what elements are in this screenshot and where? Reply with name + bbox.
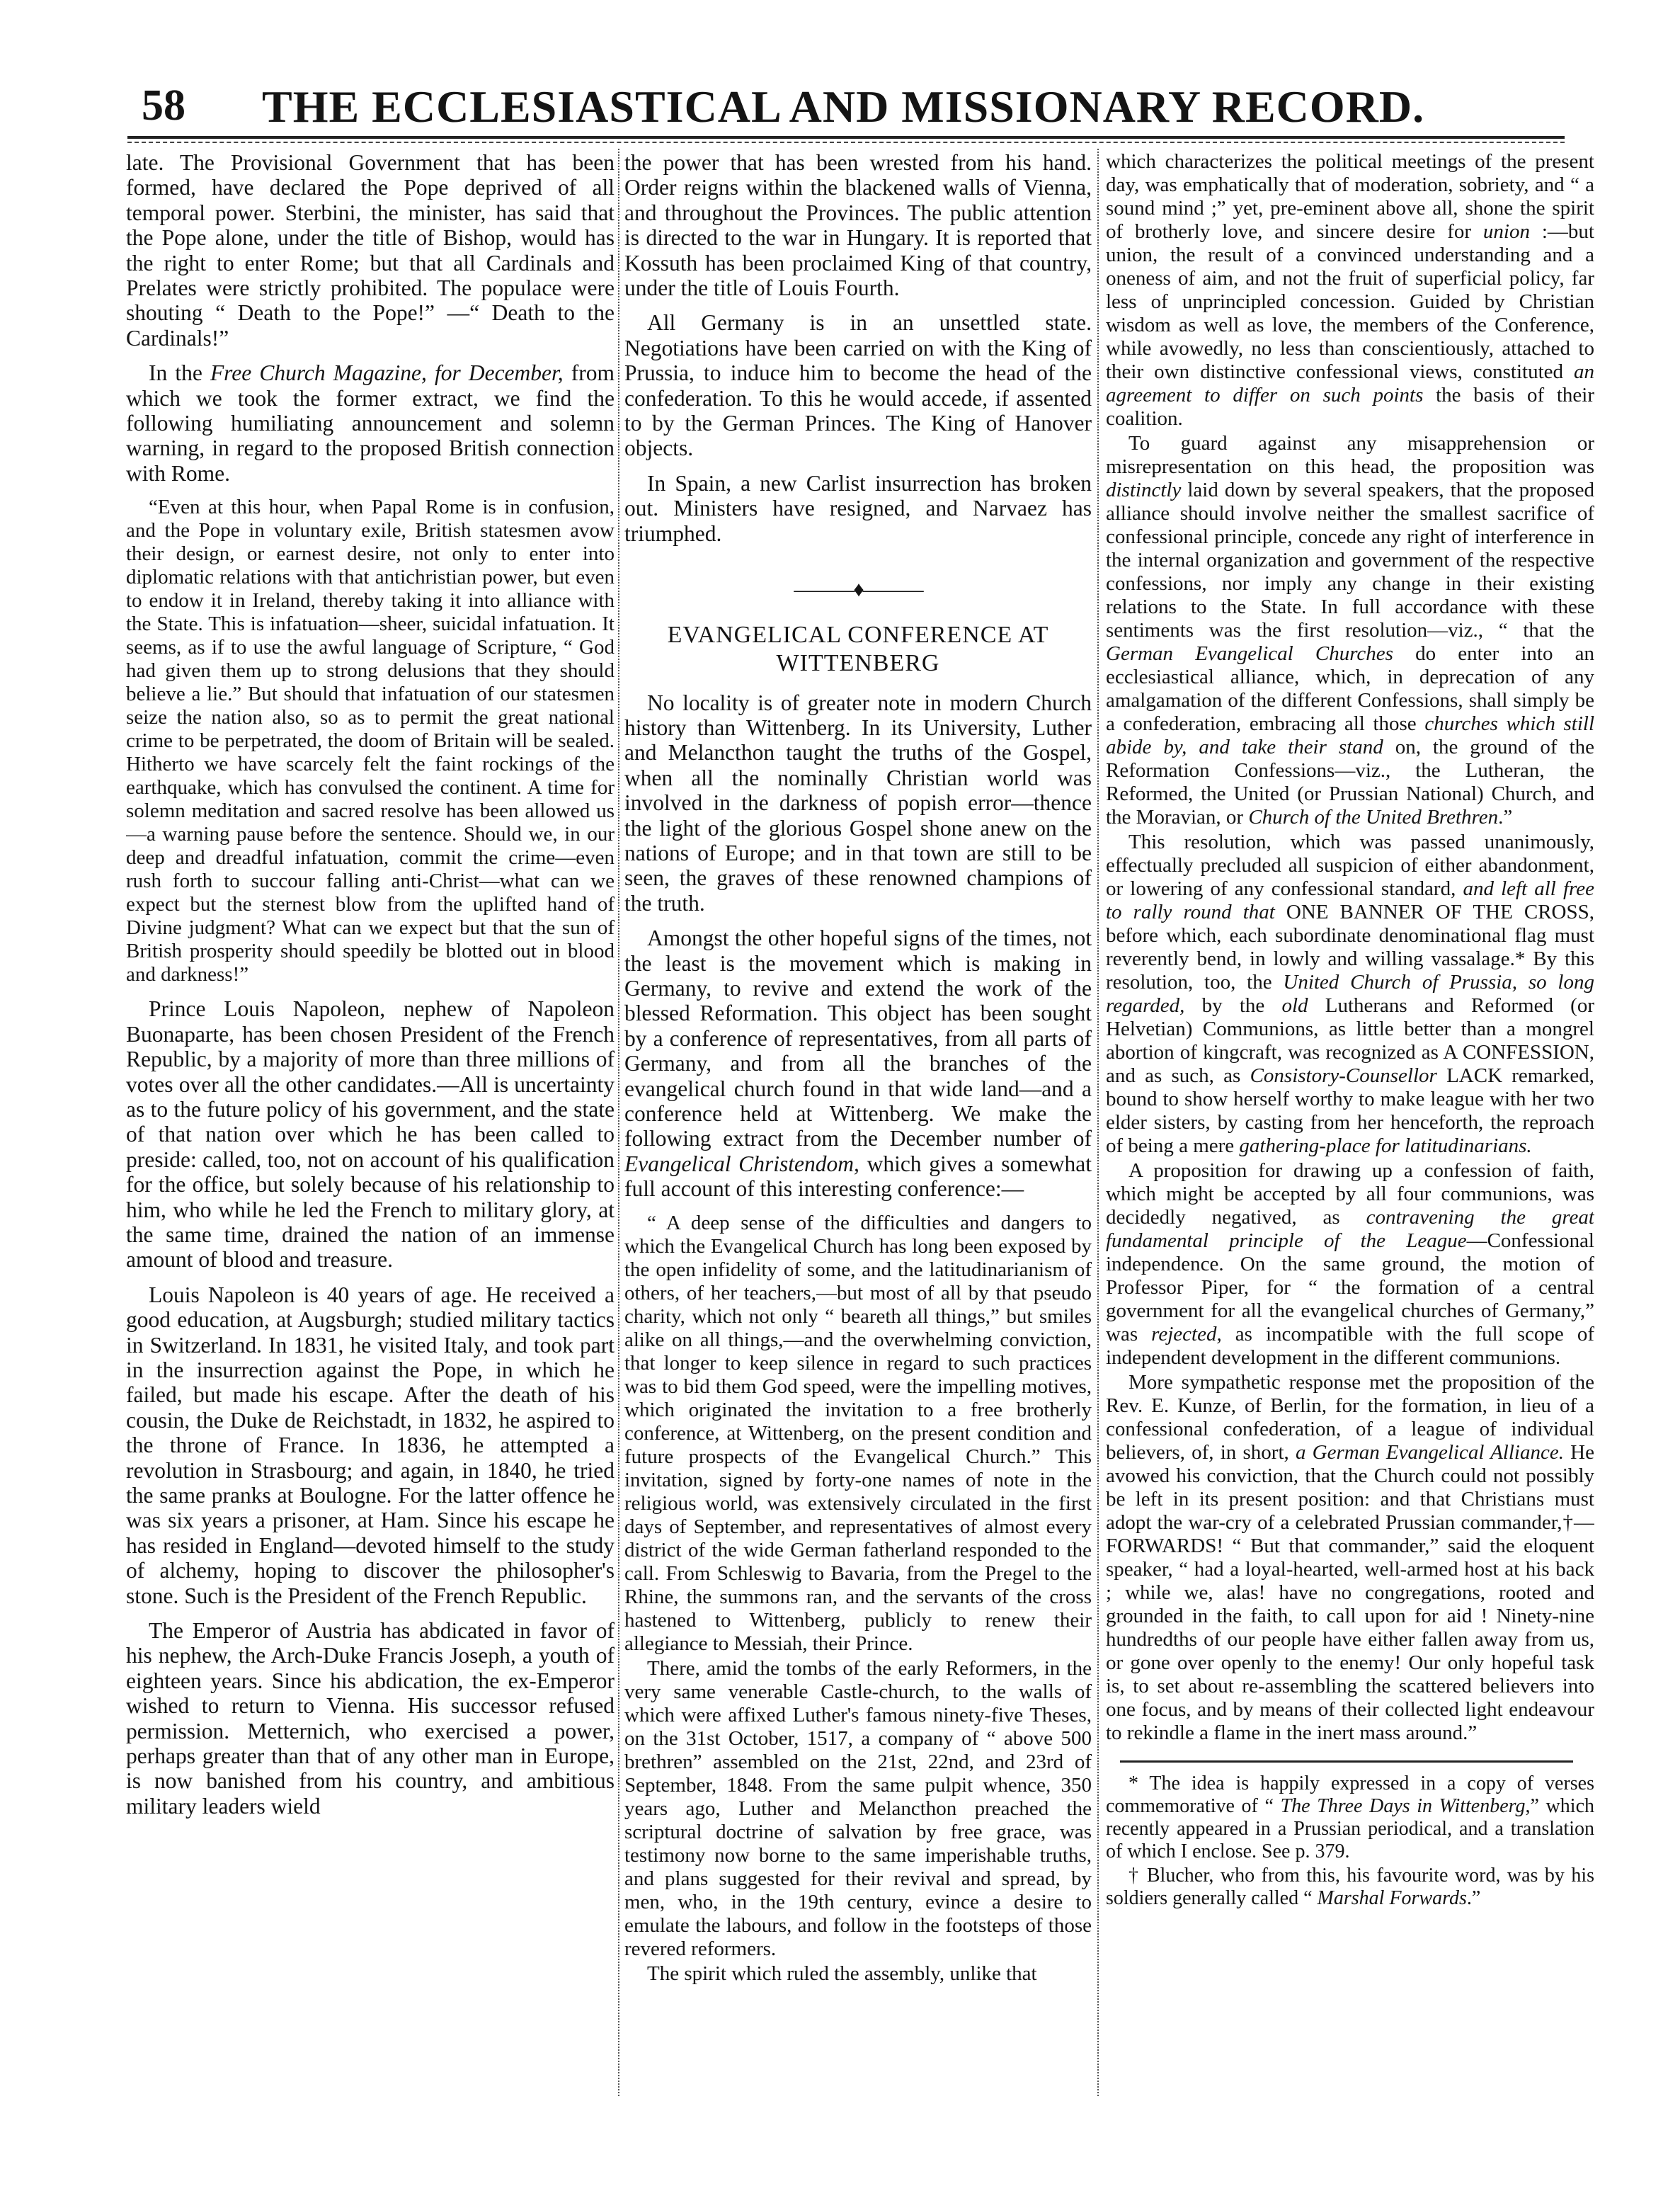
page-header (113, 68, 1614, 132)
text-run: from which we took the former extract, we find the following humiliating announcement and solemn warning, in regard to the proposed British connection with Rome. (126, 360, 615, 486)
italic-run: an agreement to differ on such points (1106, 360, 1594, 406)
text-run: ,” which recently appeared in a Prussian periodical, and a translation of which I enclose. See p. 379. (1106, 1795, 1594, 1862)
journal-title: THE ECCLESIASTICAL AND MISSIONARY RECORD. (262, 81, 1425, 132)
paragraph: The Emperor of Austria has abdicated in favor of his nephew, the Arch-Duke Francis Joseph, a youth of eighteen years. Since his abdication, the ex-Emperor wished to return to Vienna. His successor refused permission. Metternich, who exercised a power, perhaps greater than that of any other man in Europe, is now banished from his country, and ambitious military leaders wield (126, 1618, 615, 1819)
text-run: This resolution, which was passed unanimously, effectually precluded all suspicion of either abandonment, or lowering of any confessional standard, (1106, 831, 1594, 900)
text-run: In the (149, 360, 210, 386)
text-run: Amongst the other hopeful signs of the times, not the least is the movement which is making in Germany, to revive and extend the work of the blessed Reformation. This object has been sought by a conference of representatives, from all parts of Germany, and from all the branches of the evangelical church found in that wide land—and a conference held at Wittenberg. We make the following extract from the December number of (624, 926, 1092, 1151)
text-run: LACK remarked, bound to show herself worthy to make league with her two elder sisters, by casting from her henceforth, the reproach of being a mere (1106, 1064, 1594, 1157)
text-run: * The idea is happily expressed in a copy of verses commemorative of “ (1106, 1772, 1594, 1817)
column-left (126, 150, 615, 2090)
italic-run: churches which still abide by, and take their stand (1106, 712, 1594, 758)
text-run: Lutherans and Reformed (or Helvetian) Communions, as little better than a mongrel abortion of kingcraft, was recognized as A CONFESSION, and as such, as (1106, 994, 1594, 1087)
text-run: the basis of their coalition. (1106, 384, 1594, 430)
italic-run: rejected, (1151, 1323, 1222, 1345)
column-divider (618, 149, 619, 2096)
text-run: by the (1184, 994, 1282, 1017)
footnote (1106, 1865, 1594, 1910)
paragraph: late. The Provisional Government that has been formed, have declared the Pope deprived of all temporal power. Sterbini, the minister, has said that the Pope alone, under the title of Bishop, would has the right to enter Rome; but that all Cardinals and Prelates were strictly prohibited. The populace were shouting “ Death to the Pope!” —“ Death to the Cardinals!” (126, 150, 615, 351)
text-run: laid down by several speakers, that the proposed alliance should involve neither the smallest sacrifice of confessional principle, concede any right of interference in the internal organization and government of the respective confessions, nor imply any change in their existing relations to the State. In full accordance with these sentiments was the first resolution—viz., “ that the (1106, 479, 1594, 642)
italic-run: Marshal Forwards (1317, 1887, 1467, 1909)
text-run: which gives a somewhat full account of this interesting conference:— (624, 1151, 1092, 1202)
paragraph: Prince Louis Napoleon, nephew of Napoleon Buonaparte, has been chosen President of the French Republic, by a majority of more than three millions of votes over all the other candidates.—All is uncertainty as to the future policy of his government, and the state of that nation over which he has been called to preside: called, too, not on account of his qualification for the office, but solely because of his relationship to him, who while he led the French to military glory, at the same time, drained the nation of an immense amount of blood and treasure. (126, 996, 615, 1273)
italic-run: a German Evangelical Alliance. (1295, 1441, 1564, 1464)
column-middle (624, 150, 1092, 2090)
text-run: † Blucher, who from this, his favourite word, was by his soldiers generally called “ (1106, 1865, 1594, 1909)
block-quote: There, amid the tombs of the early Reformers, in the very same venerable Castle-church, to the walls of which were affixed Luther's famous ninety-five Theses, on the 31st October, 1517, a company of “ above 500 brethren” assembled on the 21st, 22nd, and 23rd of September, 1848. From the same pulpit whence, 350 years ago, Luther and Melancthon preached the scriptural doctrine of salvation by free grace, was testimony now borne to the same imperishable truths, and plans suggested for their revival and spread, by men, who, in the 19th century, evince a desire to emulate the labours, and follow in the footsteps of those revered reformers. (624, 1656, 1092, 1960)
italic-run: distinctly (1106, 479, 1182, 501)
text-run: A proposition for drawing up a confession of faith, which might be accepted by all four communions, was decidedly negatived, as (1106, 1159, 1594, 1229)
italic-run: contravening the great fundamental principle of the League (1106, 1206, 1594, 1252)
italic-run: Church of the United Brethren (1248, 806, 1499, 829)
block-quote: “ A deep sense of the difficulties and dangers to which the Evangelical Church has long been exposed by the open infidelity of some, and the latitudinarianism of others, of her teachers,—but most of all by that pseudo charity, which not only “ beareth all things,” but smiles alike on all things,—and the overwhelming conviction, that longer to keep silence in regard to such practices was to bid them God speed, were the impelling motives, which originated the invitation to a free brotherly conference, at Wittenberg, on the present condition and future prospects of the Evangelical Church.” This invitation, signed by forty-one names of note in the religious world, was extensively circulated in the first days of September, and representatives of almost every district of the wide German fatherland responded to the call. From Schleswig to Bavaria, from the Pregel to the Rhine, the summons ran, and the servants of the cross hastened to Wittenberg, publicly to renew their allegiance to Messiah, their Prince. (624, 1211, 1092, 1655)
footnote-rule (1120, 1760, 1573, 1763)
text-run: He avowed his conviction, that the Church could not possibly be left in its present position: and that Christians must adopt the war-cry of a celebrated Prussian commander,†—FORWARDS! “ But that commander,” said the eloquent speaker, “ had a loyal-hearted, well-armed host at his back ; while we, alas! have no congregations, rooted and grounded in the faith, to call upon for aid ! Ninety-nine hundredths of our people have either fallen away from us, or gone over openly to the enemy! Our only hopeful task is, to set about re-assembling the scattered believers into one focus, and by means of their collected light endeavour to rekindle a flame in the inert mass around.” (1106, 1441, 1594, 1744)
text-run: .” (1466, 1887, 1481, 1909)
footnote (1106, 1772, 1594, 1863)
italic-run: United Church of Prussia, so long regarded, (1106, 971, 1594, 1017)
block-quote: The spirit which ruled the assembly, unlike that (647, 1962, 1037, 1985)
paragraph: No locality is of greater note in modern Church history than Wittenberg. In its University, Luther and Melancthon taught the truths of the Gospel, when all the nominally Christian world was involved in the darkness of popish error—thence the light of the glorious Gospel shone anew on the nations of Europe; and in that town are still to be seen, the graves of these renowned champions of the truth. (624, 690, 1092, 916)
italic-run: Free Church Magazine, for December, (210, 360, 564, 386)
text-run: :—but union, the result of a convinced understanding and a oneness of aim, and not the fruit of superficial policy, far less of unprincipled concession. Guided by Christian wisdom as well as love, the members of the Conference, while avowedly, no less than conscientiously, attached to their own distinctive confessional views, constituted (1106, 220, 1594, 383)
paragraph: In Spain, a new Carlist insurrection has broken out. Ministers have resigned, and Narvaez has triumphed. (624, 470, 1092, 546)
italic-run: old (1281, 994, 1308, 1017)
section-title: EVANGELICAL CONFERENCE AT WITTENBERG (667, 621, 1049, 676)
text-run: as incompatible with the full scope of independent development in the different communions. (1106, 1323, 1594, 1369)
block-quote (1106, 432, 1594, 829)
italic-run: gathering-place for latitudinarians. (1239, 1134, 1532, 1157)
paragraph (624, 926, 1092, 1201)
paragraph: All Germany is in an unsettled state. Negotiations have been carried on with the King of Prussia, to induce him to become the head of the confederation. To this he would accede, if assented to by the German Princes. The King of Hanover objects. (624, 310, 1092, 461)
italic-run: Consistory-Counsellor (1250, 1064, 1437, 1087)
block-quote: “Even at this hour, when Papal Rome is in confusion, and the Pope in voluntary exile, British statesmen avow their design, or earnest desire, not only to enter into diplomatic relations with that antichristian power, but even to endow it in Ireland, thereby taking it into alliance with the State. This is infatuation—sheer, suicidal infatuation. It seems, as if to use the awful language of Scripture, “ God had given them up to strong delusions that they should believe a lie.” But should that infatuation of our statesmen seize the nation also, so as to permit the great national crime to be perpetrated, the doom of Britain will be sealed. Hitherto we have scarcely felt the faint rockings of the earthquake, which has convulsed the continent. A time for solemn meditation and sacred resolve has been allowed us—a warning pause before the sentence. Should we, in our deep and dreadful infatuation, commit the crime—even rush forth to succour falling anti-Christ—what can we expect but the sternest blow from the uplifted hand of Divine judgment? What can we expect but that the sun of British prosperity should speedily be blotted out in blood and darkness!” (126, 496, 615, 986)
paragraph: Louis Napoleon is 40 years of age. He received a good education, at Augsburgh; studied military tactics in Switzerland. In 1831, he visited Italy, and took part in the insurrection against the Pope, in which he failed, but made his escape. After the death of his cousin, the Duke de Reichstadt, in 1832, he aspired to the throne of France. In 1836, he attempted a revolution in Strasbourg; and again, in 1840, he tried the same pranks at Boulogne. For the latter offence he was six years a prisoner, at Ham. Since his escape he has resided in England—devoted himself to the study of alchemy, hoping to discover the philosopher's stone. Such is the President of the French Republic. (126, 1282, 615, 1608)
block-quote (1106, 1159, 1594, 1370)
text-run: before which, each subordinate denominational flag must reverently bend, in lowly and willing vassalage.* By this resolution, too, the (1106, 924, 1594, 994)
block-quote (1106, 831, 1594, 1158)
column-divider (1097, 149, 1099, 2096)
text-run: on, the ground of the Reformation Confessions—viz., the Lutheran, the Reformed, the United (or Prussian National) Church, and the Moravian, or (1106, 736, 1594, 829)
italic-run: Evangelical Christendom, (624, 1151, 859, 1176)
italic-run: union (1482, 220, 1530, 243)
small-caps-run: ONE BANNER OF THE CROSS, (1274, 901, 1594, 923)
page-number: 58 (142, 81, 185, 130)
block-quote (1106, 1371, 1594, 1745)
text-run: —Confessional independence. On the same ground, the motion of Professor Piper, for “ the formation of a central government for all the evangelical churches of Germany,” was (1106, 1229, 1594, 1345)
text-run: do enter into an ecclesiastical alliance, which, in deprecation of any amalgamation of the different Confessions, shall simply be a confederation, embracing all those (1106, 642, 1594, 735)
italic-run: German Evangelical Churches (1106, 642, 1393, 665)
header-rule (127, 136, 1565, 139)
paragraph: the power that has been wrested from his hand. Order reigns within the blackened walls of Vienna, and throughout the Provinces. The public attention is directed to the war in Hungary. It is reported that Kossuth has been proclaimed King of that country, under the title of Louis Fourth. (624, 150, 1092, 301)
text-run: .” (1498, 806, 1513, 829)
italic-run: and left all free to rally round that (1106, 877, 1594, 923)
block-quote (1106, 150, 1594, 431)
italic-run: The Three Days in Wittenberg (1280, 1795, 1526, 1817)
header-rule-dashed (127, 142, 1565, 143)
column-right (1106, 150, 1594, 2090)
paragraph (126, 360, 615, 486)
section-ornament: ———♦——— (794, 578, 922, 602)
text-run: More sympathetic response met the proposition of the Rev. E. Kunze, of Berlin, for the formation, in lieu of a confessional confederation, of a league of individual believers, of, in short, (1106, 1371, 1594, 1464)
text-run: To guard against any misapprehension or misrepresentation on this head, the proposition was (1106, 432, 1594, 478)
text-run: which characterizes the political meetings of the present day, was emphatically that of moderation, sobriety, and “ a sound mind ;” yet, pre-eminent above all, shone the spirit of brotherly love, and sincere desire for (1106, 150, 1594, 243)
